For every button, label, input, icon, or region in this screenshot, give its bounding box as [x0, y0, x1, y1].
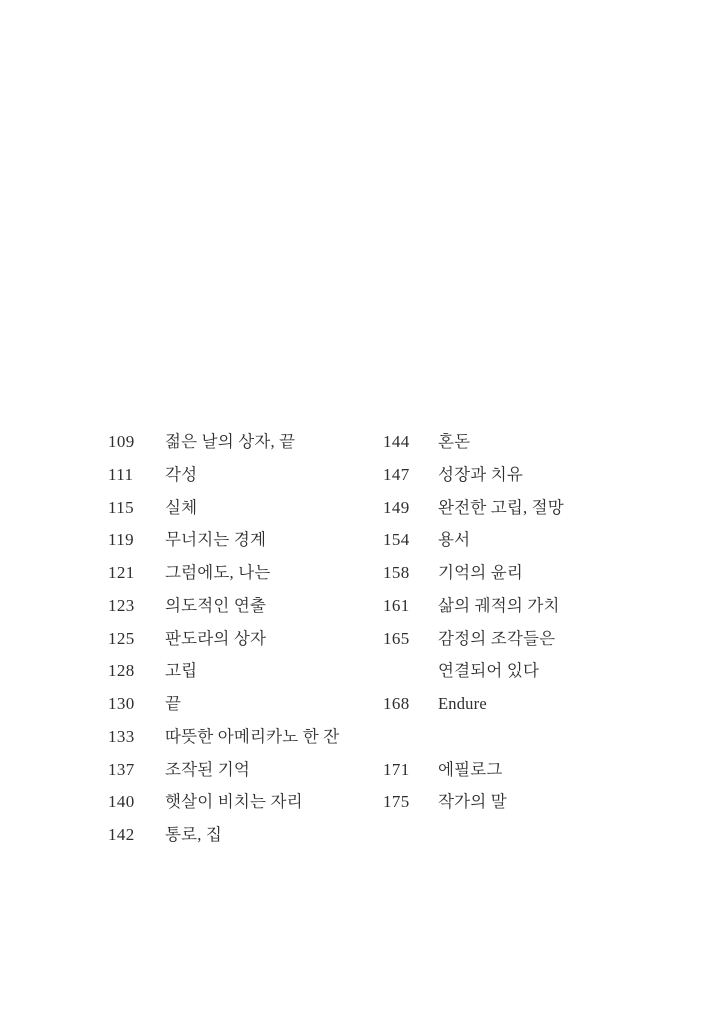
toc-chapter-title: 끝	[165, 694, 182, 713]
toc-chapter-title: 햇살이 비치는 자리	[165, 792, 303, 812]
toc-page-number: 175	[383, 792, 410, 812]
toc-page-number: 137	[108, 759, 135, 779]
toc-entry	[108, 688, 339, 721]
toc-entry	[383, 557, 564, 590]
toc-chapter-title: 무너지는 경계	[165, 530, 267, 550]
toc-entry	[108, 426, 339, 459]
toc-chapter-title: 고립	[165, 661, 198, 681]
toc-chapter-title: 각성	[165, 464, 198, 484]
toc-page-number: 144	[383, 432, 410, 451]
toc-entry	[108, 492, 339, 525]
toc-page-number: 111	[108, 464, 134, 484]
toc-entry	[108, 754, 339, 787]
toc-entry	[383, 426, 564, 459]
toc-page-number: 140	[108, 792, 135, 812]
toc-chapter-title: 완전한 고립, 절망	[438, 497, 564, 517]
toc-chapter-title: 성장과 치유	[438, 464, 524, 484]
toc-entry	[108, 459, 339, 492]
toc-chapter-title: 에필로그	[438, 759, 503, 779]
toc-chapter-title: 삶의 궤적의 가치	[438, 595, 560, 615]
toc-entry	[383, 688, 564, 721]
toc-page-number: 161	[383, 595, 410, 615]
toc-page-number: 149	[383, 497, 410, 517]
toc-entry	[108, 819, 339, 852]
toc-entry	[108, 655, 339, 688]
toc-page-number: 133	[108, 726, 135, 746]
toc-chapter-title: 따뜻한 아메리카노 한 잔	[165, 726, 340, 746]
toc-chapter-title: 조작된 기억	[165, 759, 251, 779]
toc-entry	[108, 786, 339, 819]
toc-chapter-title: 젊은 날의 상자, 끝	[165, 432, 296, 451]
toc-chapter-title: 감정의 조각들은 연결되어 있다	[438, 628, 556, 681]
toc-page-number: 168	[383, 694, 410, 713]
toc-chapter-title: 실체	[165, 497, 198, 517]
toc-entry	[108, 524, 339, 557]
toc-page-number: 142	[108, 825, 135, 844]
toc-entry	[108, 721, 339, 754]
toc-chapter-title: 기억의 윤리	[438, 563, 524, 582]
toc-chapter-title: 의도적인 연출	[165, 595, 267, 615]
toc-chapter-title: 그럼에도, 나는	[165, 563, 271, 582]
toc-entry	[108, 557, 339, 590]
toc-chapter-title: 작가의 말	[438, 792, 507, 812]
toc-entry	[383, 786, 564, 819]
toc-entry	[383, 492, 564, 525]
toc-entry	[108, 623, 339, 656]
toc-page-number: 130	[108, 694, 135, 713]
toc-spacer	[383, 721, 564, 754]
toc-page-number: 128	[108, 661, 135, 681]
toc-page-number: 109	[108, 432, 135, 451]
toc-page-number: 119	[108, 530, 135, 550]
toc-chapter-title: 용서	[438, 530, 471, 550]
toc-entry	[383, 524, 564, 557]
toc-page-number: 171	[383, 759, 410, 779]
toc-chapter-title: 통로, 집	[165, 825, 223, 844]
toc-page-number: 165	[383, 628, 410, 648]
toc-column-right	[383, 426, 564, 819]
toc-column-left	[108, 426, 339, 852]
toc-page-number: 158	[383, 563, 410, 582]
toc-entry	[383, 623, 564, 689]
toc-chapter-title: 혼돈	[438, 432, 471, 451]
toc-page-number: 147	[383, 464, 410, 484]
toc-entry	[383, 754, 564, 787]
toc-entry	[108, 590, 339, 623]
toc-chapter-title: 판도라의 상자	[165, 628, 267, 648]
toc-chapter-title: Endure	[438, 694, 487, 713]
toc-page-number: 154	[383, 530, 410, 550]
toc-page-number: 115	[108, 497, 135, 517]
toc-page-number: 125	[108, 628, 135, 648]
toc-entry	[383, 459, 564, 492]
toc-entry	[383, 590, 564, 623]
toc-page-number: 121	[108, 563, 135, 582]
toc-page-number: 123	[108, 595, 135, 615]
